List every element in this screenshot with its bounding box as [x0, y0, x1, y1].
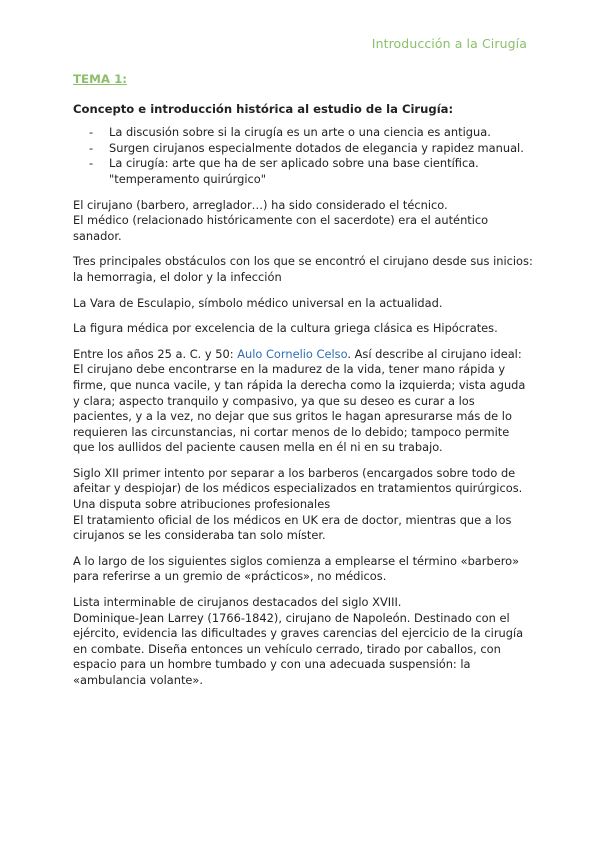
list-item	[73, 141, 533, 157]
paragraph-line: Lista interminable de cirujanos destacados del siglo XVIII.	[73, 595, 402, 610]
list-item	[73, 125, 533, 141]
paragraph-larrey	[73, 595, 533, 689]
document-body	[73, 72, 533, 699]
paragraph-cirujano	[73, 198, 533, 245]
paragraph-barbero: A lo largo de los siguientes siglos comienza a emplearse el término «barbero» para referirse a un gremio de «prácticos», no médicos.	[73, 553, 520, 584]
celso-link[interactable]: Aulo Cornelio Celso	[237, 346, 348, 361]
list-item-text: La cirugía: arte que ha de ser aplicado sobre una base científica. "temperamento quirúrgico"	[109, 156, 479, 186]
paragraph-line: El cirujano (barbero, arreglador…) ha sido considerado el técnico.	[73, 197, 448, 212]
paragraph-obstaculos: Tres principales obstáculos con los que se encontró el cirujano desde sus inicios: la hemorragia, el dolor y la infección	[73, 254, 533, 284]
dash-bullet: -	[89, 140, 94, 155]
list-item-text: Surgen cirujanos especialmente dotados de elegancia y rapidez manual.	[109, 140, 524, 155]
dash-bullet: -	[89, 125, 94, 140]
paragraph-esculapio: La Vara de Esculapio, símbolo médico universal en la actualidad.	[73, 295, 443, 310]
paragraph-hipocrates: La figura médica por excelencia de la cultura griega clásica es Hipócrates.	[73, 321, 498, 336]
paragraph-celso	[73, 347, 533, 456]
list-item	[73, 156, 533, 187]
paragraph-line: El tratamiento oficial de los médicos en UK era de doctor, mientras que a los cirujanos se les consideraba tan solo míster.	[73, 512, 512, 543]
celso-quote: El cirujano debe encontrarse en la madurez de la vida, tener mano rápida y firme, que nunca vacile, y tan rápida la derecha como la izquierda; vista aguda y clara; aspecto tranquilo y compasivo, ya que su deseo es curar a los pacientes, y a la vez, no dejar que sus gritos le hagan apresurarse más de lo requieren las circunstancias, ni cortar menos de lo debido; tampoco permite que los aullidos del paciente causen mella en él ni en su trabajo.	[73, 362, 526, 455]
dash-bullet: -	[89, 156, 94, 171]
paragraph-line: Dominique-Jean Larrey (1766-1842), cirujano de Napoleón. Destinado con el ejército, evidencia las dificultades y graves carencias del ejercicio de la cirugía en combate. Diseña entonces un vehículo cerrado, tirado por caballos, con espacio para un hombre tumbado y con una adecuada suspensión: la «ambulancia volante».	[73, 610, 524, 687]
running-header: Introducción a la Cirugía	[371, 36, 527, 51]
paragraph-text: . Así describe al cirujano ideal:	[347, 346, 522, 361]
paragraph-siglo-xii	[73, 466, 533, 544]
section-subtitle: Concepto e introducción histórica al estudio de la Cirugía:	[73, 101, 454, 116]
list-item-text: La discusión sobre si la cirugía es un arte o una ciencia es antigua.	[109, 125, 491, 140]
section-heading: TEMA 1:	[73, 72, 128, 86]
paragraph-line: Siglo XII primer intento por separar a los barberos (encargados sobre todo de afeitar y despiojar) de los médicos especializados en tratamientos quirúrgicos. Una disputa sobre atribuciones profesionales	[73, 465, 523, 512]
bullet-list	[73, 125, 533, 187]
paragraph-line: El médico (relacionado históricamente con el sacerdote) era el auténtico sanador.	[73, 213, 489, 243]
paragraph-text: Entre los años 25 a. C. y 50:	[73, 346, 238, 361]
